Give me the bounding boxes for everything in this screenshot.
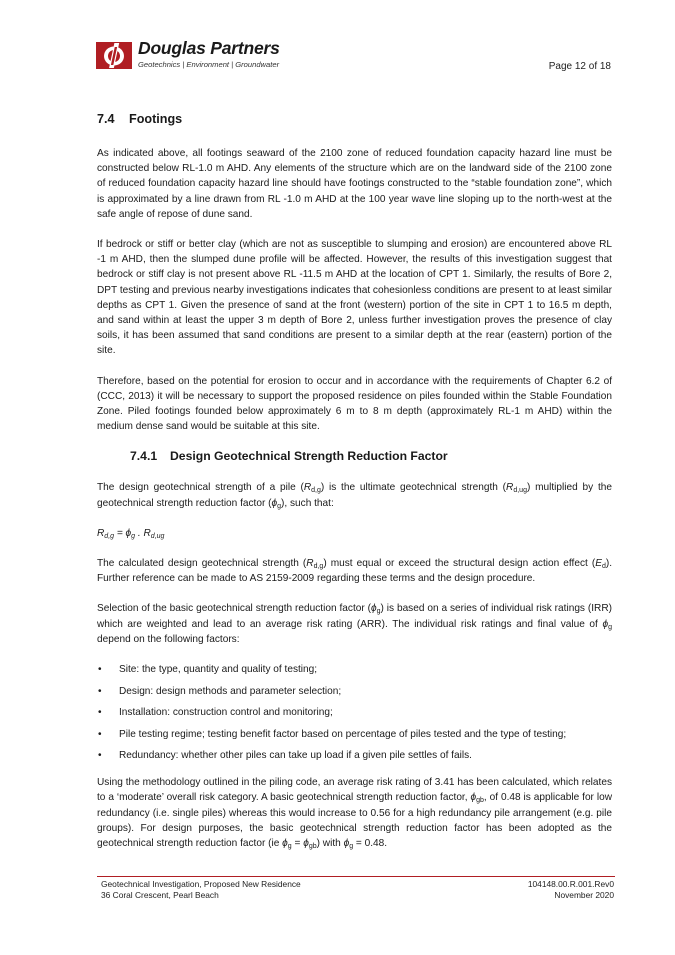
symbol: E (595, 558, 602, 570)
subsection-number: 7.4.1 (130, 449, 158, 464)
paragraph: As indicated above, all footings seaward of the 2100 zone of reduced foundation capacity hazard line must be constructed below RL-1.0 m AHD. Any elements of the structure which are on the landward side of the 2100 zone of reduced foundation capacity hazard line should have footings constructed to the “stable foundation zone”, which is approximated by a line drawn from RL -1.0 m AHD at the 100 year wave line sloping up to the north-west at the safe angle of repose of dune sand. (97, 148, 612, 220)
factor-list (97, 662, 612, 763)
symbol-subscript: gb (308, 843, 317, 851)
phi-symbol: ϕ (282, 838, 288, 850)
symbol-subscript: d,g (104, 532, 115, 540)
footer-project-title: Geotechnical Investigation, Proposed New Residence (101, 879, 301, 889)
text-run: = 0.48. (353, 838, 388, 850)
document-body (97, 112, 612, 866)
symbol-subscript: g (349, 843, 354, 851)
formula (97, 526, 612, 541)
footer-divider (97, 876, 615, 877)
symbol: R (143, 527, 151, 539)
paragraph (97, 775, 612, 851)
text-run: = (291, 838, 304, 850)
symbol-subscript: g (287, 843, 292, 851)
list-item: • Redundancy: whether other piles can take up load if a given pile settles of fails. (97, 748, 612, 763)
company-logo (96, 40, 316, 74)
brand-name: Douglas Partners (138, 38, 280, 58)
footer-report-number: 104148.00.R.001.Rev0 (527, 879, 614, 889)
paragraph: Therefore, based on the potential for erosion to occur and in accordance with the requirements of Chapter 6.2 of (CCC, 2013) it will be necessary to support the proposed residence on piles founded within the Stable Foundation Zone. Piled footings founded below approximately 6 m to 8 m depth (approximately RL-1 m AHD) within the medium dense sand would be suitable at this site. (97, 375, 612, 433)
symbol: R (97, 527, 105, 539)
symbol-subscript: g (277, 502, 282, 510)
symbol: R (303, 482, 312, 494)
phi-symbol: ϕ (470, 792, 477, 804)
list-item: • Site: the type, quantity and quality of testing; (97, 662, 612, 677)
symbol-subscript: gb (476, 797, 484, 805)
symbol-subscript: d,ug (513, 487, 527, 495)
text-run: ) is based on a series of individual risk ratings (IRR) which are weighted and lead to an average risk rating (ARR). The individual risk ratings and final value of (97, 603, 612, 630)
text-run: depend on the following factors: (97, 633, 240, 645)
footer-project (101, 879, 301, 901)
text-run: ) must equal or exceed the structural design action effect ( (323, 558, 596, 570)
symbol-subscript: g (131, 532, 136, 540)
symbol-subscript: d,g (311, 487, 321, 495)
section-title: Footings (129, 112, 183, 126)
text-run: = (114, 527, 126, 539)
subsection-title: Design Geotechnical Strength Reduction Factor (170, 449, 448, 464)
list-item: • Design: design methods and parameter selection; (97, 684, 612, 699)
paragraph: If bedrock or stiff or better clay (which are not as susceptible to slumping and erosion) are encountered above RL -1 m AHD, then the slumped dune profile will be affected. However, the results of this investigation suggest that bedrock or stiff clay is not present above RL -11.5 m AHD at the location of CPT 1. Similarly, the results of Bore 2, DPT testing and previous nearby investigations indicates that cohesionless conditions are present to at least similar depths as CPT 1. Given the presence of sand at the front (western) portion of the site in CPT 1 to 16.5 m depth, and sand within at least the upper 3 m depth of Bore 2, unless further investigation proves the presence of clay soils, it has been assumed that sand conditions are present to a similar depth at the rear (eastern) portion of the site. (97, 239, 612, 357)
text-run: , of 0.48 is applicable for low redundancy (i.e. single piles) whereas this would increase to 0.56 for a high redundancy pile arrangement (e.g. pile groups). For design purposes, the basic geotechnical strength reduction factor has been adopted as the geotechnical strength reduction factor (ie (97, 792, 612, 850)
text-run: Using the methodology outlined in the piling code, an average risk rating of 3.41 has been calculated, which relates to a ‘moderate’ overall risk category. A basic geotechnical strength reduction factor, (97, 777, 612, 804)
text-run: ) with (316, 838, 344, 850)
symbol-subscript: d,ug (150, 532, 165, 540)
symbol-subscript: g (376, 608, 381, 616)
phi-symbol: ϕ (303, 838, 309, 850)
symbol-subscript: g (608, 623, 612, 631)
brand-tagline: Geotechnics | Environment | Groundwater (138, 60, 280, 69)
phi-symbol: ϕ (343, 838, 350, 850)
paragraph (97, 601, 612, 647)
section-number: 7.4 (97, 112, 115, 126)
symbol-subscript: d (601, 563, 606, 571)
text-run: The calculated design geotechnical strength ( (97, 558, 307, 570)
footer-reference (528, 879, 614, 901)
symbol-subscript: d,g (313, 563, 324, 571)
phi-symbol: ϕ (602, 618, 609, 630)
paragraph (97, 556, 612, 586)
list-item: • Pile testing regime; testing benefit factor based on percentage of piles tested and the type of testing; (97, 727, 612, 742)
symbol: R (306, 558, 314, 570)
text-run: ). Further reference can be made to AS 2159-2009 regarding these terms and the design procedure. (97, 558, 613, 585)
text-run: . (135, 527, 144, 539)
text-run: ), such that: (281, 497, 334, 509)
paragraph (97, 480, 612, 510)
page-number: Page 12 of 18 (548, 61, 611, 72)
list-item: • Installation: construction control and monitoring; (97, 705, 612, 720)
phi-symbol: ϕ (370, 603, 377, 615)
phi-symbol: ϕ (271, 497, 278, 509)
text-run: The design geotechnical strength of a pile ( (97, 482, 304, 494)
phi-symbol: ϕ (125, 527, 132, 539)
text-run: ) multiplied by the geotechnical strength reduction factor ( (97, 482, 612, 509)
symbol: R (506, 482, 514, 494)
text-run: ) is the ultimate geotechnical strength ( (320, 482, 507, 494)
footer-report-date: November 2020 (554, 890, 614, 900)
section-heading (97, 112, 612, 126)
text-run: Selection of the basic geotechnical strength reduction factor ( (97, 603, 371, 615)
logo-mark-icon (96, 42, 132, 69)
footer-project-address: 36 Coral Crescent, Pearl Beach (101, 890, 219, 900)
subsection-heading (130, 449, 612, 463)
